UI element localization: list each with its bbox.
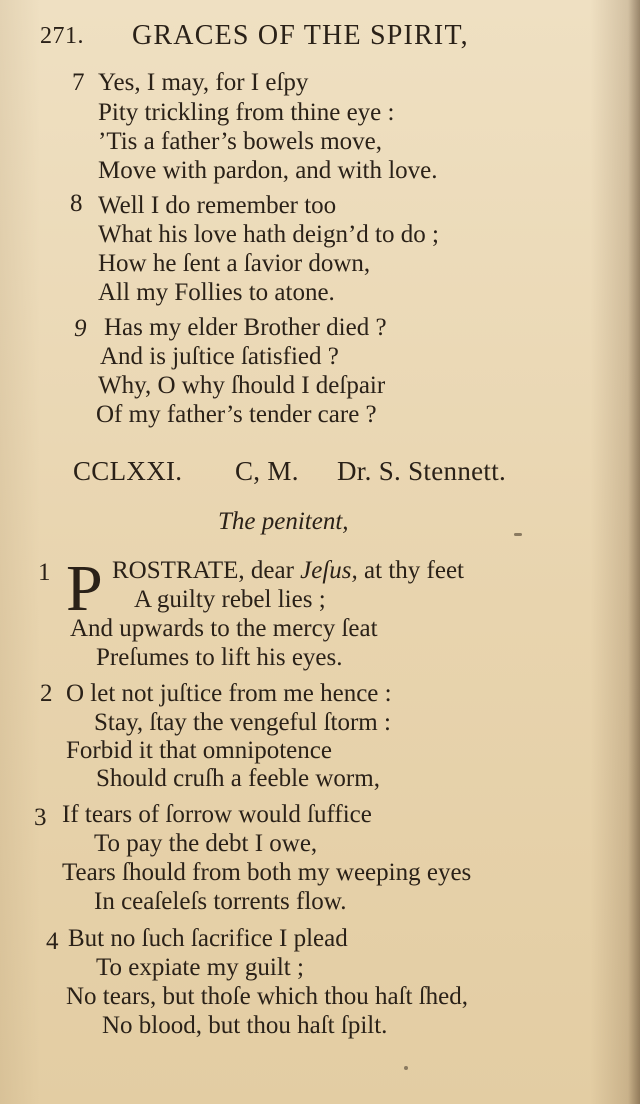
- verse-line: No blood, but thou haſt ſpilt.: [102, 1012, 388, 1039]
- verse-line: Preſumes to lift his eyes.: [96, 644, 343, 671]
- hymn-number: CCLXXI.: [73, 456, 183, 486]
- verse-line: Move with pardon, and with love.: [98, 157, 438, 184]
- verse-line: O let not juſtice from me hence :: [66, 680, 392, 707]
- print-speck: [514, 533, 522, 536]
- verse-line: What his love hath deign’d to do ;: [98, 221, 439, 248]
- verse-line: But no ſuch ſacrifice I plead: [68, 925, 348, 952]
- verse-line: Pity trickling from thine eye :: [98, 99, 395, 126]
- verse-line: All my Follies to atone.: [98, 279, 335, 306]
- verse-line: A guilty rebel lies ;: [134, 586, 326, 613]
- verse-line: How he ſent a ſavior down,: [98, 250, 371, 277]
- page-edge-shadow: [628, 0, 640, 1104]
- verse-line: To expiate my guilt ;: [96, 954, 304, 981]
- verse-line: Has my elder Brother died ?: [104, 314, 387, 341]
- stanza-number: 9: [74, 315, 87, 342]
- verse-text: ROSTRATE, dear: [112, 557, 294, 584]
- stanza-number: 4: [46, 928, 59, 955]
- stanza-number: 8: [70, 190, 83, 217]
- verse-line-first: [112, 558, 464, 583]
- stanza-number: 3: [34, 804, 47, 831]
- verse-line: And is juſtice ſatisfied ?: [100, 343, 339, 370]
- verse-text: at thy feet: [364, 557, 464, 584]
- verse-line: Forbid it that omnipotence: [66, 737, 332, 764]
- hymn-author: Dr. S. Stennett.: [337, 456, 507, 486]
- page-number: 271.: [40, 23, 84, 49]
- stanza-number: 2: [40, 680, 53, 707]
- running-title: GRACES OF THE SPIRIT,: [132, 20, 469, 51]
- hymn-meter: C, M.: [235, 456, 299, 486]
- verse-line: Yes, I may, for I eſpy: [98, 69, 309, 96]
- verse-line: Of my father’s tender care ?: [96, 401, 377, 428]
- verse-line: Stay, ſtay the vengeful ſtorm :: [94, 709, 391, 736]
- verse-line: Should cruſh a feeble worm,: [96, 765, 380, 792]
- verse-line: Why, O why ſhould I deſpair: [98, 372, 386, 399]
- verse-line: Well I do remember too: [98, 192, 337, 219]
- print-speck: [404, 1066, 408, 1070]
- verse-line: If tears of ſorrow would ſuffice: [62, 801, 372, 828]
- verse-line: To pay the debt I owe,: [94, 830, 318, 857]
- verse-line: And upwards to the mercy ſeat: [70, 615, 378, 642]
- verse-line: Tears ſhould from both my weeping eyes: [62, 859, 472, 886]
- stanza-number: 7: [72, 69, 85, 96]
- stanza-number: 1: [38, 559, 51, 586]
- drop-cap: P: [66, 552, 103, 625]
- hymn-subtitle: The penitent,: [218, 508, 349, 535]
- verse-italic-name: Jeſus,: [300, 557, 358, 584]
- verse-line: In ceaſeleſs torrents flow.: [94, 888, 347, 915]
- verse-line: No tears, but thoſe which thou haſt ſhed,: [66, 983, 469, 1010]
- verse-line: ’Tis a father’s bowels move,: [98, 128, 382, 155]
